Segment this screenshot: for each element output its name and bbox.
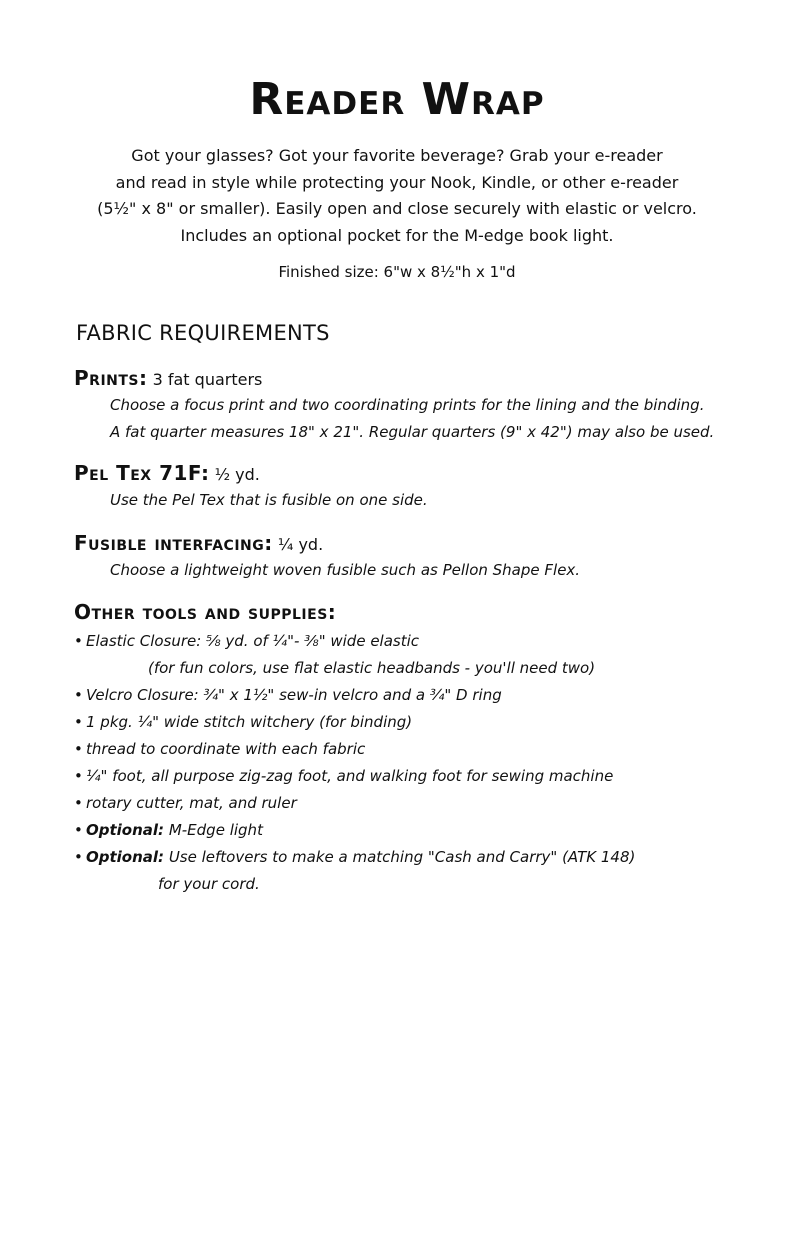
list-item [74,844,635,898]
bullet: • [74,713,83,731]
list-item [74,763,635,790]
requirement-prints [74,366,714,446]
bullet: • [74,848,83,866]
requirement-head [74,461,428,487]
list-item [74,790,635,817]
intro-line: (5½" x 8" or smaller). Easily open and close securely with elastic or velcro. [97,199,697,218]
requirement-detail: Use the Pel Tex that is fusible on one side. [110,491,428,509]
tool-text: M-Edge light [168,821,263,839]
tool-continuation: (for fun colors, use flat elastic headbands - you'll need two) [148,659,596,677]
bullet: • [74,821,83,839]
optional-label: Optional: [86,848,165,866]
requirement-detail: Choose a lightweight woven fusible such as Pellon Shape Flex. [110,561,581,579]
bullet: • [74,686,83,704]
tool-text: Elastic Closure: ⅝ yd. of ¼"- ⅜" wide elastic [86,632,420,650]
tool-text: Velcro Closure: ¾" x 1½" sew-in velcro and a ¾" D ring [86,686,502,704]
tool-continuation: for your cord. [158,875,260,893]
tools-heading: Other tools and supplies: [74,600,337,624]
requirement-amount: 3 fat quarters [152,370,263,389]
intro-line: Got your glasses? Got your favorite beverage? Grab your e-reader [131,146,663,165]
bullet: • [74,794,83,812]
requirement-label: Fusible interfacing: [74,531,273,555]
requirement-label: Prints: [74,366,148,390]
requirement-head [74,366,714,392]
list-item [74,817,635,844]
intro-paragraph [60,143,734,249]
tools-list [74,628,635,898]
requirement-amount: ½ yd. [214,465,260,484]
section-heading-fabric-requirements: FABRIC REQUIREMENTS [76,321,330,345]
requirement-detail: Choose a focus print and two coordinating prints for the lining and the binding. [110,396,705,414]
requirement-label: Pel Tex 71F: [74,461,210,485]
bullet: • [74,740,83,758]
list-item [74,709,635,736]
list-item [74,628,635,682]
tool-text: 1 pkg. ¼" wide stitch witchery (for binding) [86,713,413,731]
bullet: • [74,767,83,785]
optional-label: Optional: [86,821,165,839]
tool-text: rotary cutter, mat, and ruler [86,794,297,812]
tool-text: thread to coordinate with each fabric [86,740,366,758]
intro-line: Includes an optional pocket for the M-edge book light. [180,225,614,245]
requirement-amount: ¼ yd. [277,535,324,554]
requirement-fusible-interfacing [74,531,580,584]
intro-line: and read in style while protecting your Nook, Kindle, or other e-reader [115,172,679,192]
requirement-detail: A fat quarter measures 18" x 21". Regular quarters (9" x 42") may also be used. [110,423,715,441]
requirement-pel-tex [74,461,428,514]
tool-text: ¼" foot, all purpose zig-zag foot, and walking foot for sewing machine [86,767,614,785]
list-item [74,682,635,709]
bullet: • [74,632,83,650]
finished-size: Finished size: 6"w x 8½"h x 1"d [278,263,516,281]
requirement-head [74,531,580,557]
page-title: Reader Wrap [249,74,545,125]
tools-section [74,600,635,898]
tool-text: Use leftovers to make a matching "Cash and Carry" (ATK 148) [168,848,636,866]
list-item [74,736,635,763]
